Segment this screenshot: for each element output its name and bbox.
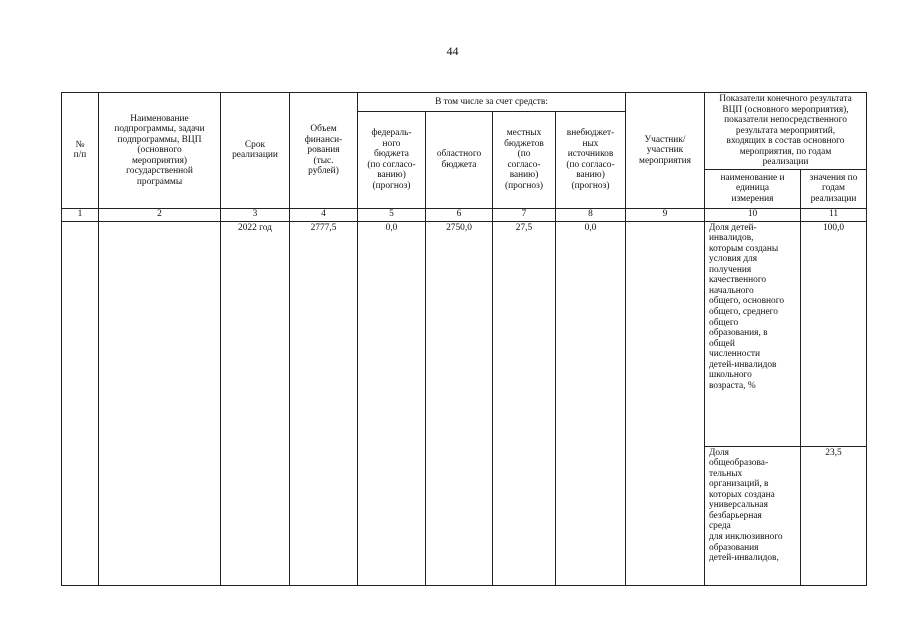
header-period-text: Срок реализации xyxy=(232,139,278,161)
indicator-name xyxy=(705,221,801,446)
header-funds-group-text: В том числе за счет средств: xyxy=(435,96,548,107)
header-number-text: № п/п xyxy=(73,139,87,161)
column-number: 1 xyxy=(62,208,99,221)
cell-regional: 2750,0 xyxy=(426,221,493,585)
program-table-container xyxy=(61,92,866,586)
header-indicator-value-text: значения по годам реализации xyxy=(809,172,858,204)
header-regional-text: областного бюджета xyxy=(436,149,482,170)
header-extrabudget-text: внебюджет- ных источников (по согласо- ванию) (прогноз) xyxy=(566,128,615,191)
indicator-value: 23,5 xyxy=(801,446,867,585)
header-federal-text: федераль- ного бюджета (по согласо- ванию) (прогноз) xyxy=(367,128,416,191)
page-number: 44 xyxy=(446,44,459,58)
header-name-text: Наименование подпрограммы, задачи подпрограммы, ВЦП (основного мероприятия) государственной программы xyxy=(114,113,205,187)
header-local-text: местных бюджетов (по согласо- ванию) (прогноз) xyxy=(504,128,544,191)
header-indicator-name xyxy=(705,169,801,208)
header-funds-group xyxy=(358,93,626,112)
header-period xyxy=(221,93,290,209)
header-total-text: Объем финанси- рования (тыс. рублей) xyxy=(304,124,343,177)
header-indicator-value xyxy=(801,169,867,208)
header-indicators-group-text: Показатели конечного результата ВЦП (основного мероприятия), показатели непосредственного результата мероприятий, входящих в состав основного мероприятия, по годам реализации xyxy=(719,94,852,168)
header-regional xyxy=(426,112,493,209)
header-name xyxy=(99,93,221,209)
cell-local: 27,5 xyxy=(493,221,556,585)
indicator-name-text: Доля общеобразова- тельных организаций, в которых создана универсальная безбарьерная среда для инклюзивного образования детей-инвалидов, xyxy=(709,447,783,564)
header-local xyxy=(493,112,556,209)
cell-total: 2777,5 xyxy=(290,221,358,585)
cell-federal: 0,0 xyxy=(358,221,426,585)
cell-extrabudget: 0,0 xyxy=(556,221,626,585)
column-number: 10 xyxy=(705,208,801,221)
column-number: 7 xyxy=(493,208,556,221)
indicator-name xyxy=(705,446,801,585)
header-federal xyxy=(358,112,426,209)
program-table xyxy=(61,92,867,586)
header-participant xyxy=(626,93,705,209)
column-number: 8 xyxy=(556,208,626,221)
header-indicator-name-text: наименование и единица измерения xyxy=(720,172,785,204)
cell-name xyxy=(99,221,221,585)
cell-period: 2022 год xyxy=(221,221,290,585)
column-number: 11 xyxy=(801,208,867,221)
column-number: 5 xyxy=(358,208,426,221)
column-number: 4 xyxy=(290,208,358,221)
column-number: 6 xyxy=(426,208,493,221)
table-row xyxy=(62,221,867,446)
cell-number xyxy=(62,221,99,585)
cell-participant xyxy=(626,221,705,585)
header-extrabudget xyxy=(556,112,626,209)
column-number: 3 xyxy=(221,208,290,221)
header-indicators-group xyxy=(705,93,867,170)
header-number xyxy=(62,93,99,209)
column-number: 2 xyxy=(99,208,221,221)
header-total xyxy=(290,93,358,209)
column-number-row xyxy=(62,208,867,221)
column-number: 9 xyxy=(626,208,705,221)
indicator-value: 100,0 xyxy=(801,221,867,446)
header-participant-text: Участник/ участник мероприятия xyxy=(639,134,691,166)
indicator-name-text: Доля детей- инвалидов, которым созданы условия для получения качественного начального общего, основного общего, среднего общего образования, в общей численности детей-инвалидов школьного возраста, % xyxy=(709,222,785,391)
